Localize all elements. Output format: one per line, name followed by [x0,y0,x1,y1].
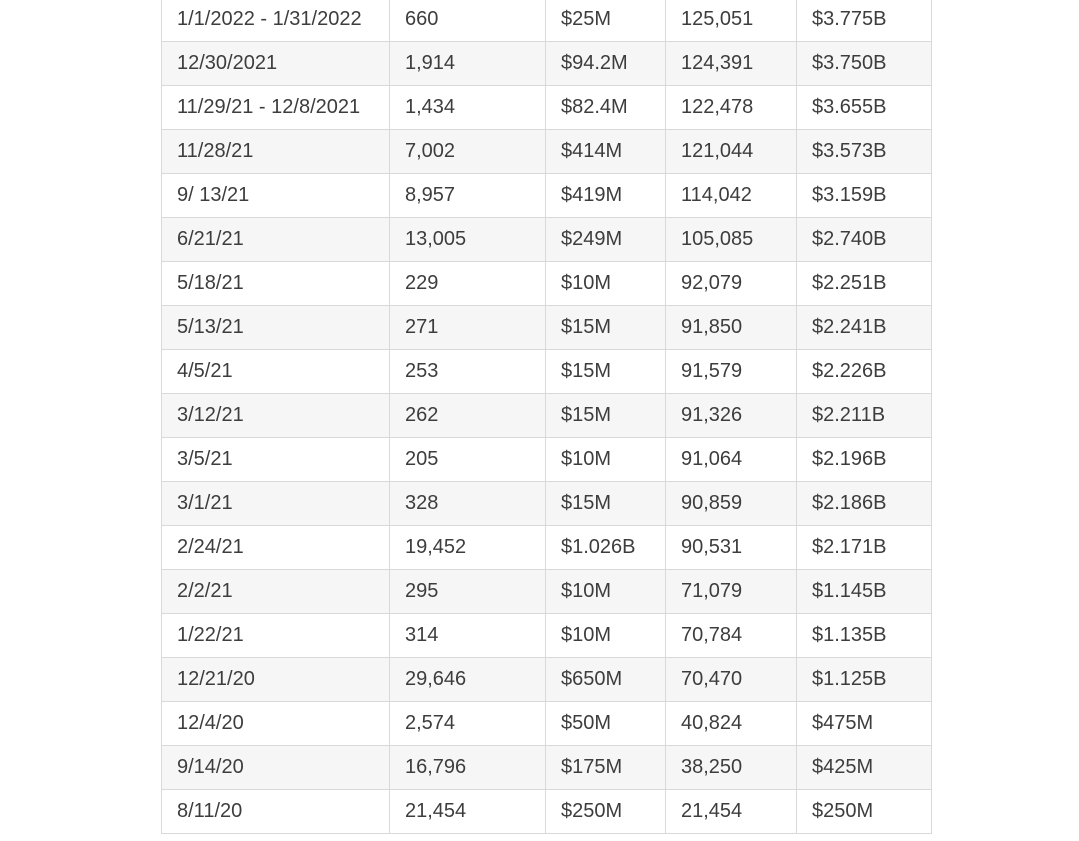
cell-date: 3/1/21 [162,482,390,526]
table-row [162,174,932,218]
cell-amount: $10M [546,570,666,614]
cell-total-quantity: 90,531 [666,526,797,570]
cell-date: 1/1/2022 - 1/31/2022 [162,0,390,42]
table-row [162,746,932,790]
cell-date: 8/11/20 [162,790,390,834]
cell-total-amount: $2.251B [797,262,932,306]
cell-date: 12/4/20 [162,702,390,746]
table-row [162,658,932,702]
table-row [162,394,932,438]
cell-total-quantity: 91,326 [666,394,797,438]
cell-total-amount: $2.740B [797,218,932,262]
cell-quantity: 21,454 [390,790,546,834]
cell-date: 1/22/21 [162,614,390,658]
table-row [162,218,932,262]
cell-total-quantity: 38,250 [666,746,797,790]
cell-amount: $82.4M [546,86,666,130]
cell-total-quantity: 40,824 [666,702,797,746]
cell-date: 3/12/21 [162,394,390,438]
table-row [162,0,932,42]
table-row [162,306,932,350]
cell-quantity: 262 [390,394,546,438]
cell-amount: $15M [546,394,666,438]
cell-date: 5/13/21 [162,306,390,350]
cell-quantity: 205 [390,438,546,482]
table-row [162,790,932,834]
cell-total-amount: $2.226B [797,350,932,394]
cell-total-quantity: 92,079 [666,262,797,306]
cell-total-quantity: 70,470 [666,658,797,702]
table-row [162,350,932,394]
table-row [162,42,932,86]
cell-quantity: 295 [390,570,546,614]
cell-total-amount: $1.125B [797,658,932,702]
cell-date: 2/24/21 [162,526,390,570]
cell-amount: $1.026B [546,526,666,570]
cell-total-amount: $475M [797,702,932,746]
cell-quantity: 271 [390,306,546,350]
cell-quantity: 2,574 [390,702,546,746]
cell-amount: $175M [546,746,666,790]
cell-quantity: 29,646 [390,658,546,702]
cell-quantity: 19,452 [390,526,546,570]
table-row [162,482,932,526]
cell-total-quantity: 114,042 [666,174,797,218]
cell-quantity: 314 [390,614,546,658]
cell-quantity: 16,796 [390,746,546,790]
cell-amount: $250M [546,790,666,834]
cell-amount: $249M [546,218,666,262]
cell-date: 4/5/21 [162,350,390,394]
cell-date: 12/30/2021 [162,42,390,86]
table-body [162,0,932,834]
cell-total-quantity: 125,051 [666,0,797,42]
cell-date: 12/21/20 [162,658,390,702]
cell-date: 3/5/21 [162,438,390,482]
cell-total-quantity: 91,064 [666,438,797,482]
cell-quantity: 328 [390,482,546,526]
cell-total-amount: $1.145B [797,570,932,614]
cell-amount: $10M [546,438,666,482]
cell-total-quantity: 105,085 [666,218,797,262]
cell-amount: $10M [546,614,666,658]
cell-total-quantity: 121,044 [666,130,797,174]
cell-amount: $419M [546,174,666,218]
cell-total-quantity: 90,859 [666,482,797,526]
cell-quantity: 13,005 [390,218,546,262]
cell-total-amount: $3.750B [797,42,932,86]
table-row [162,702,932,746]
table-row [162,526,932,570]
cell-total-amount: $2.171B [797,526,932,570]
cell-quantity: 8,957 [390,174,546,218]
cell-total-amount: $2.211B [797,394,932,438]
cell-amount: $25M [546,0,666,42]
cell-quantity: 253 [390,350,546,394]
table-row [162,262,932,306]
cell-total-amount: $3.573B [797,130,932,174]
cell-quantity: 1,434 [390,86,546,130]
cell-total-amount: $2.196B [797,438,932,482]
cell-amount: $15M [546,482,666,526]
cell-amount: $50M [546,702,666,746]
cell-quantity: 1,914 [390,42,546,86]
cell-total-quantity: 70,784 [666,614,797,658]
cell-total-amount: $3.159B [797,174,932,218]
table-row [162,86,932,130]
purchases-table [161,0,932,834]
cell-quantity: 229 [390,262,546,306]
cell-date: 2/2/21 [162,570,390,614]
cell-date: 11/29/21 - 12/8/2021 [162,86,390,130]
cell-quantity: 660 [390,0,546,42]
cell-date: 9/ 13/21 [162,174,390,218]
cell-total-quantity: 124,391 [666,42,797,86]
cell-date: 11/28/21 [162,130,390,174]
cell-quantity: 7,002 [390,130,546,174]
cell-amount: $94.2M [546,42,666,86]
cell-total-amount: $250M [797,790,932,834]
table-row [162,614,932,658]
cell-total-amount: $3.655B [797,86,932,130]
cell-date: 9/14/20 [162,746,390,790]
cell-amount: $414M [546,130,666,174]
cell-total-amount: $1.135B [797,614,932,658]
cell-total-amount: $2.186B [797,482,932,526]
cell-date: 6/21/21 [162,218,390,262]
cell-total-amount: $3.775B [797,0,932,42]
cell-total-amount: $2.241B [797,306,932,350]
cell-amount: $650M [546,658,666,702]
cell-amount: $10M [546,262,666,306]
cell-date: 5/18/21 [162,262,390,306]
table-row [162,570,932,614]
table-row [162,130,932,174]
cell-amount: $15M [546,306,666,350]
cell-total-quantity: 91,579 [666,350,797,394]
purchases-table-container [161,0,931,834]
cell-total-quantity: 71,079 [666,570,797,614]
cell-total-quantity: 21,454 [666,790,797,834]
cell-total-quantity: 122,478 [666,86,797,130]
cell-total-amount: $425M [797,746,932,790]
cell-total-quantity: 91,850 [666,306,797,350]
table-row [162,438,932,482]
cell-amount: $15M [546,350,666,394]
